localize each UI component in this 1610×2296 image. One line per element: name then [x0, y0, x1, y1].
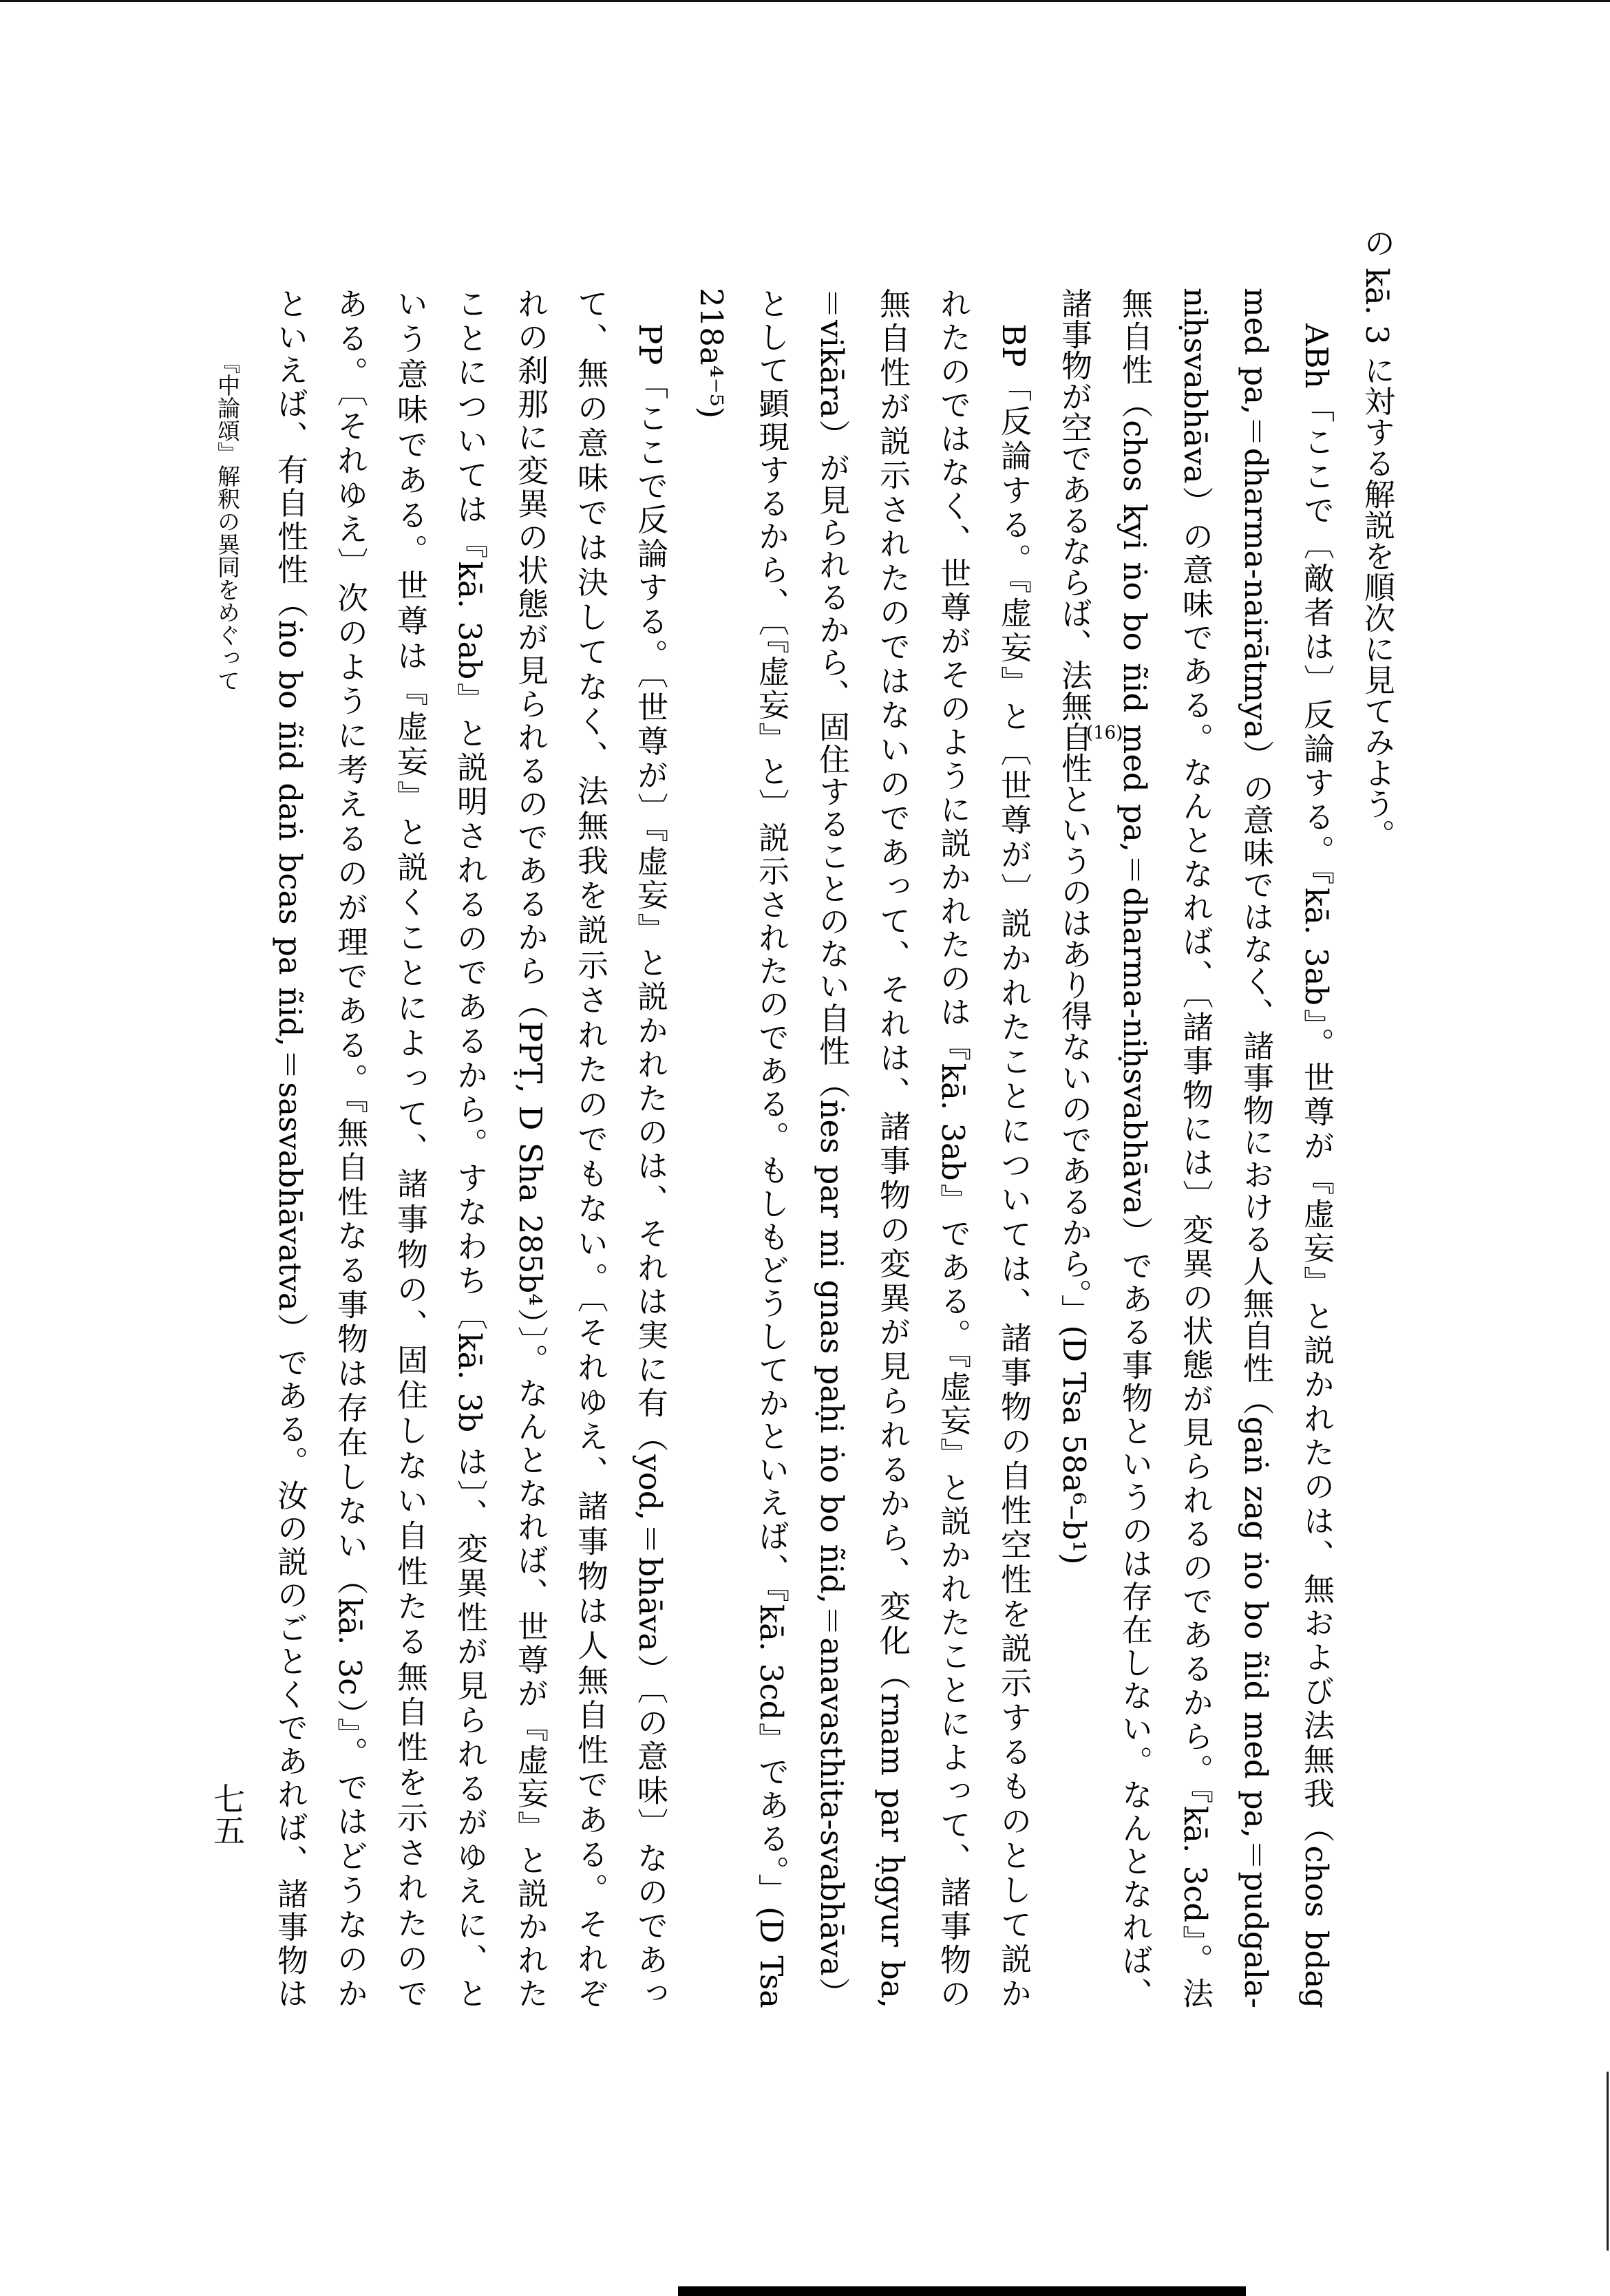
- text-line-9: 無自性が説示されたのではないのであって、それは、諸事物の変異が見られるから、変化（rnam par ḥgyur ba,: [874, 288, 911, 2008]
- text-line-1: の kā. 3 に対する解説を順次に見てみよう。: [1359, 227, 1395, 850]
- text-line-11: として顕現するから、〔『虚妄』と〕説示されたのである。もしもどうしてかといえば、『kā. 3cd』である。」(D Tsa: [753, 288, 790, 2008]
- text-line-2: ABh「ここで〔敵者は〕反論する。『kā. 3ab』。世尊が『虚妄』と説かれたのは、無および法無我（chos bdag: [1298, 323, 1335, 2008]
- text-line-8: れたのではなく、世尊がそのように説かれたのは『kā. 3ab』である。『虚妄』と説かれたことによって、諸事物の: [935, 288, 971, 2008]
- text-line-14: て、無の意味では決してなく、法無我を説示されたのでもない。〔それゆえ、諸事物は人無自性である。それぞ: [572, 288, 608, 2008]
- text-line-10: ＝vikāra）が見られるから、固住することのない自性（ṅes par mi gnas paḥi ṅo bo ñid,＝anavasthita-svabhāva）: [814, 288, 850, 2008]
- running-title: 『中論頌』解釈の異同をめぐって: [214, 351, 241, 692]
- footnote-reference[interactable]: (16): [1086, 723, 1123, 743]
- text-line-19: といえば、有自性性（ṅo bo ñid daṅ bcas pa ñid,＝sasvabhāvatva）である。汝の説のごとくであれば、諸事物は: [272, 288, 308, 2008]
- text-line-3: med pa,＝dharma-nairātmya）の意味ではなく、諸事物における人無自性（gaṅ zag ṅo bo ñid med pa,＝pudgala-: [1238, 288, 1274, 2008]
- text-line-13: PP「ここで反論する。〔世尊が〕『虚妄』と説かれたのは、それは実に有（yod,＝bhāva）〔の意味〕なのであっ: [632, 323, 668, 2008]
- page-number: 七五: [209, 1783, 246, 1846]
- scan-edge-line-right: [1607, 2072, 1609, 2251]
- text-line-16: ことについては『kā. 3ab』と説明されるのであるから。すなわち〔kā. 3b は〕、変異性が見られるがゆえに、と: [452, 288, 488, 2008]
- text-line-15: れの刹那に変異の状態が見られるのであるから（PPṬ, D Sha 285b⁴）〕。なんとなれば、世尊が『虚妄』と説かれた: [512, 288, 549, 2008]
- text-line-7: BP「反論する。『虚妄』と〔世尊が〕説かれたことについては、諸事物の自性空性を説示するものとして説か: [995, 323, 1032, 2008]
- text-line-17: いう意味である。世尊は『虚妄』と説くことによって、諸事物の、固住しない自性たる無自性を示されたので: [392, 288, 428, 2008]
- text-line-12: 218a⁴⁻⁵): [693, 288, 730, 419]
- text-line-5: 無自性（chos kyi ṅo bo ñid med pa,＝dharma-niḥsvabhāva）である事物というのは存在しない。なんとなれば、: [1116, 288, 1153, 2008]
- text-line-6: 諸事物が空であるならば、法無自性というのはあり得ないのであるから。」(D Tsa 58a⁶–b¹): [1056, 288, 1092, 1565]
- scan-edge-line: [0, 0, 1610, 2]
- scan-edge-bar: [678, 2286, 1246, 2296]
- text-line-4: niḥsvabhāva）の意味である。なんとなれば、〔諸事物には〕変異の状態が見られるのであるから。『kā. 3cd』。法: [1177, 288, 1214, 2008]
- text-line-18: ある。〔それゆえ〕次のように考えるのが理である。『無自性なる事物は存在しない（kā. 3c）』。ではどうなのか: [332, 288, 368, 2008]
